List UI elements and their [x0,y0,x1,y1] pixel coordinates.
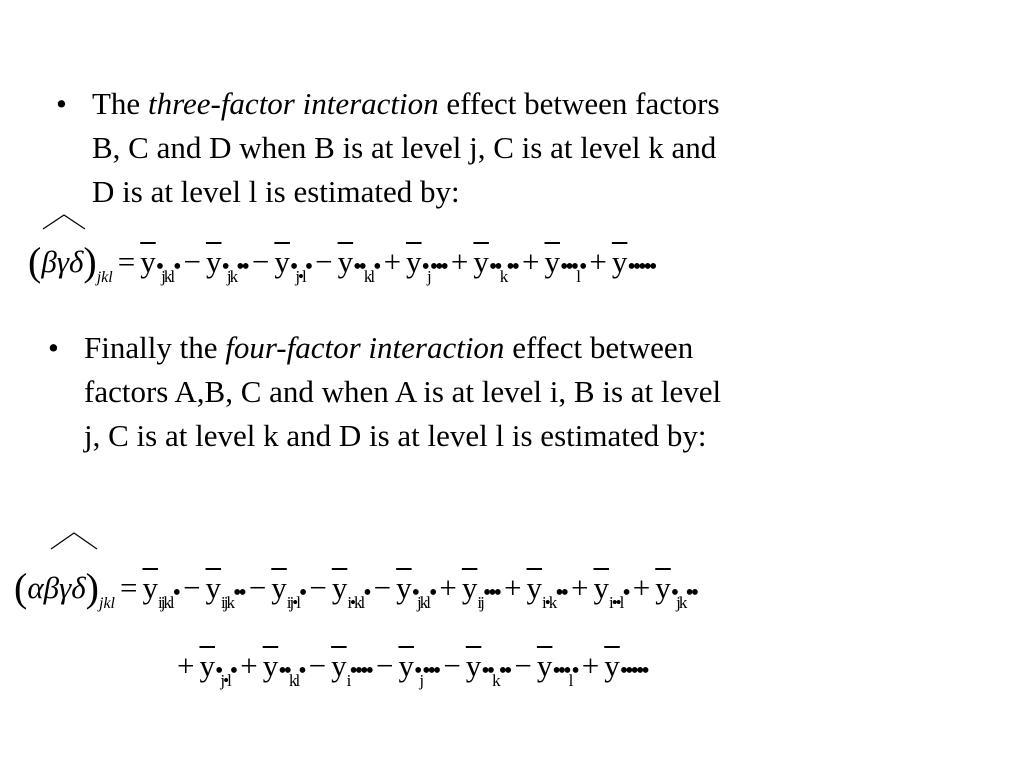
operator-sign: − [251,244,270,279]
equation-term [142,568,178,623]
dot-index: • [421,254,427,280]
index-subscript: i•kl [347,593,364,612]
dot-index: ••• [552,658,569,684]
bullet-line [92,82,912,126]
index-subscript: l [568,671,572,690]
bullet-line: B, C and D when B is at level j, C is at level k and [92,130,717,165]
dot-index: •• [236,254,247,280]
bullet-line: D is at level l is estimated by: [92,174,460,209]
operator-sign: + [581,648,600,683]
equation-term [499,568,566,623]
equation-term [172,646,235,701]
y-bar-symbol: $\overline{y}$ [262,648,279,683]
operator-sign: − [443,648,461,683]
y-bar-symbol: $\overline{y}$ [655,570,671,605]
hat-accent-icon [42,214,86,230]
y-bar-symbol: $\overline{y}$ [140,244,156,279]
index-subscript: jk [226,267,237,286]
equation-term [446,242,517,297]
dot-index: •• [481,658,493,684]
index-subscript: l [576,267,579,286]
y-bar-symbol: $\overline{y}$ [199,648,215,683]
y-bar-symbol: $\overline{y}$ [396,570,412,605]
index-subscript: jkl [161,267,174,286]
operator-sign: − [315,244,333,279]
dot-index: • [411,580,418,606]
operator-sign: + [450,244,469,279]
y-bar-symbol: $\overline{y}$ [142,570,158,605]
bullet-four-factor [48,326,914,458]
hat-accent-icon [50,532,98,550]
index-subscript: ij [477,593,483,612]
index-subscript: ij•l [286,593,299,612]
dot-index: • [622,580,628,606]
operator-sign: − [183,570,201,605]
equation-terms [140,244,655,286]
equation-term [371,646,438,701]
operator-sign: + [522,244,540,279]
dot-index: •• [278,658,289,684]
dot-index: • [363,580,369,606]
bullet-three-factor [56,82,912,214]
operator-sign: + [439,570,457,605]
dot-index: •• [506,254,518,280]
text-run: Finally the [84,330,226,365]
equation-term [304,646,371,701]
operator-sign: + [504,570,522,605]
y-bar-symbol: $\overline{y}$ [205,244,222,279]
dot-index: ••••• [619,658,647,684]
index-subscript: jk [676,593,686,612]
equation-term [434,568,499,623]
equation-term [517,242,584,297]
y-bar-symbol: $\overline{y}$ [473,244,489,279]
dot-index: • [214,658,221,684]
bullet-line: factors A,B, C and when A is at level i, B is at level [84,374,722,409]
text-run: effect between [504,330,694,365]
equation-terms [142,570,697,612]
paren-close: ) [85,565,99,610]
operator-sign: + [177,648,195,683]
index-subscript: ijk [221,593,233,612]
operator-sign: + [571,570,589,605]
y-bar-symbol: $\overline{y}$ [611,244,628,279]
operator-sign: + [632,570,651,605]
equation-term [310,242,378,297]
index-subscript: kl [289,671,299,690]
operator-sign: + [383,244,402,279]
equation-term [566,568,628,623]
dot-index: • [221,254,227,280]
bullet-line [84,326,914,370]
index-subscript: i•k [542,593,556,612]
equation-four-factor-line-1 [14,565,697,624]
dot-index: • [670,580,677,606]
y-bar-symbol: $\overline{y}$ [544,244,560,279]
paren-close: ) [83,239,97,284]
dot-index: ••• [429,254,446,280]
dot-index: • [571,658,577,684]
y-bar-symbol: $\overline{y}$ [274,244,290,279]
index-subscript: j•l [220,671,230,690]
index-subscript: k [499,267,507,286]
index-subscript: kl [363,267,374,286]
equation-term [244,568,305,623]
bullet-marker: • [56,86,67,121]
dot-index: •• [353,254,364,280]
equation-term [628,568,696,623]
dot-index: •• [498,658,510,684]
index-subscript: j•l [295,267,305,286]
dot-index: •• [233,580,244,606]
y-bar-symbol: $\overline{y}$ [398,648,414,683]
operator-sign: + [240,648,258,683]
dot-index: • [428,580,435,606]
dot-index: • [155,254,162,280]
equation-lhs [14,565,115,612]
y-bar-symbol: $\overline{y}$ [337,244,354,279]
dot-index: • [304,254,311,280]
y-bar-symbol: $\overline{y}$ [331,648,347,683]
dot-index: • [172,580,179,606]
dot-index: • [298,658,304,684]
y-bar-symbol: $\overline{y}$ [271,570,287,605]
dot-index: •• [685,580,697,606]
equals-sign: = [120,570,138,605]
y-bar-symbol: $\overline{y}$ [465,648,482,683]
equation-term [304,568,368,623]
y-bar-symbol: $\overline{y}$ [536,648,553,683]
index-subscript: i [346,671,350,690]
dot-index: ••• [482,580,500,606]
equation-term [369,568,435,623]
index-subscript: j [426,267,430,286]
index-subscript: k [492,671,499,690]
equation-term [379,242,446,297]
index-subscript: ijkl [157,593,173,612]
lhs-subscript: jkl [99,595,115,612]
equation-term [235,646,303,701]
dot-index: •••• [349,658,371,684]
equation-term [584,242,654,287]
bullet-marker: • [48,330,59,365]
dot-index: • [578,254,585,280]
dot-index: • [173,254,179,280]
emphasis-term: four-factor interaction [225,330,505,365]
index-subscript: i••l [609,593,623,612]
operator-sign: − [375,648,394,683]
y-bar-symbol: $\overline{y}$ [406,244,422,279]
lhs-subscript: jkl [96,269,113,286]
dot-index: • [373,254,379,280]
paren-open: ( [14,565,28,610]
operator-sign: − [183,244,201,279]
dot-index: •• [488,254,500,280]
dot-index: • [413,658,420,684]
y-bar-symbol: $\overline{y}$ [604,648,620,683]
greek-symbols: βγδ [41,244,84,279]
equation-lhs [28,239,113,286]
equation-four-factor-line-2 [172,646,647,701]
y-bar-symbol: $\overline{y}$ [461,570,478,605]
equation-term [509,646,576,701]
operator-sign: − [248,570,267,605]
equation-term [438,646,509,701]
dot-index: ••• [560,254,577,280]
operator-sign: − [373,570,392,605]
emphasis-term: three-factor interaction [147,86,439,121]
dot-index: • [298,580,305,606]
greek-symbols: αβγδ [27,570,86,605]
dot-index: • [229,658,236,684]
text-run: The [92,86,148,121]
equation-term [577,646,647,691]
equation-three-factor [28,239,655,298]
bullet-line: j, C is at level k and D is at level l is estimated by: [84,418,707,453]
operator-sign: − [308,648,327,683]
text-run: effect between factors [438,86,720,121]
equation-term [247,242,310,297]
equation-term [178,242,246,297]
y-bar-symbol: $\overline{y}$ [593,570,609,605]
operator-sign: + [589,244,607,279]
index-subscript: j [419,671,423,690]
y-bar-symbol: $\overline{y}$ [526,570,543,605]
operator-sign: − [514,648,532,683]
equation-term [178,568,244,623]
dot-index: ••• [422,658,439,684]
paren-open: ( [28,239,42,284]
dot-index: ••••• [627,254,655,280]
equals-sign: = [117,244,136,279]
dot-index: • [289,254,296,280]
equation-term [140,242,178,297]
equation-terms [172,648,647,690]
dot-index: •• [555,580,567,606]
index-subscript: jkl [417,593,429,612]
operator-sign: − [309,570,327,605]
y-bar-symbol: $\overline{y}$ [331,570,348,605]
y-bar-symbol: $\overline{y}$ [205,570,222,605]
